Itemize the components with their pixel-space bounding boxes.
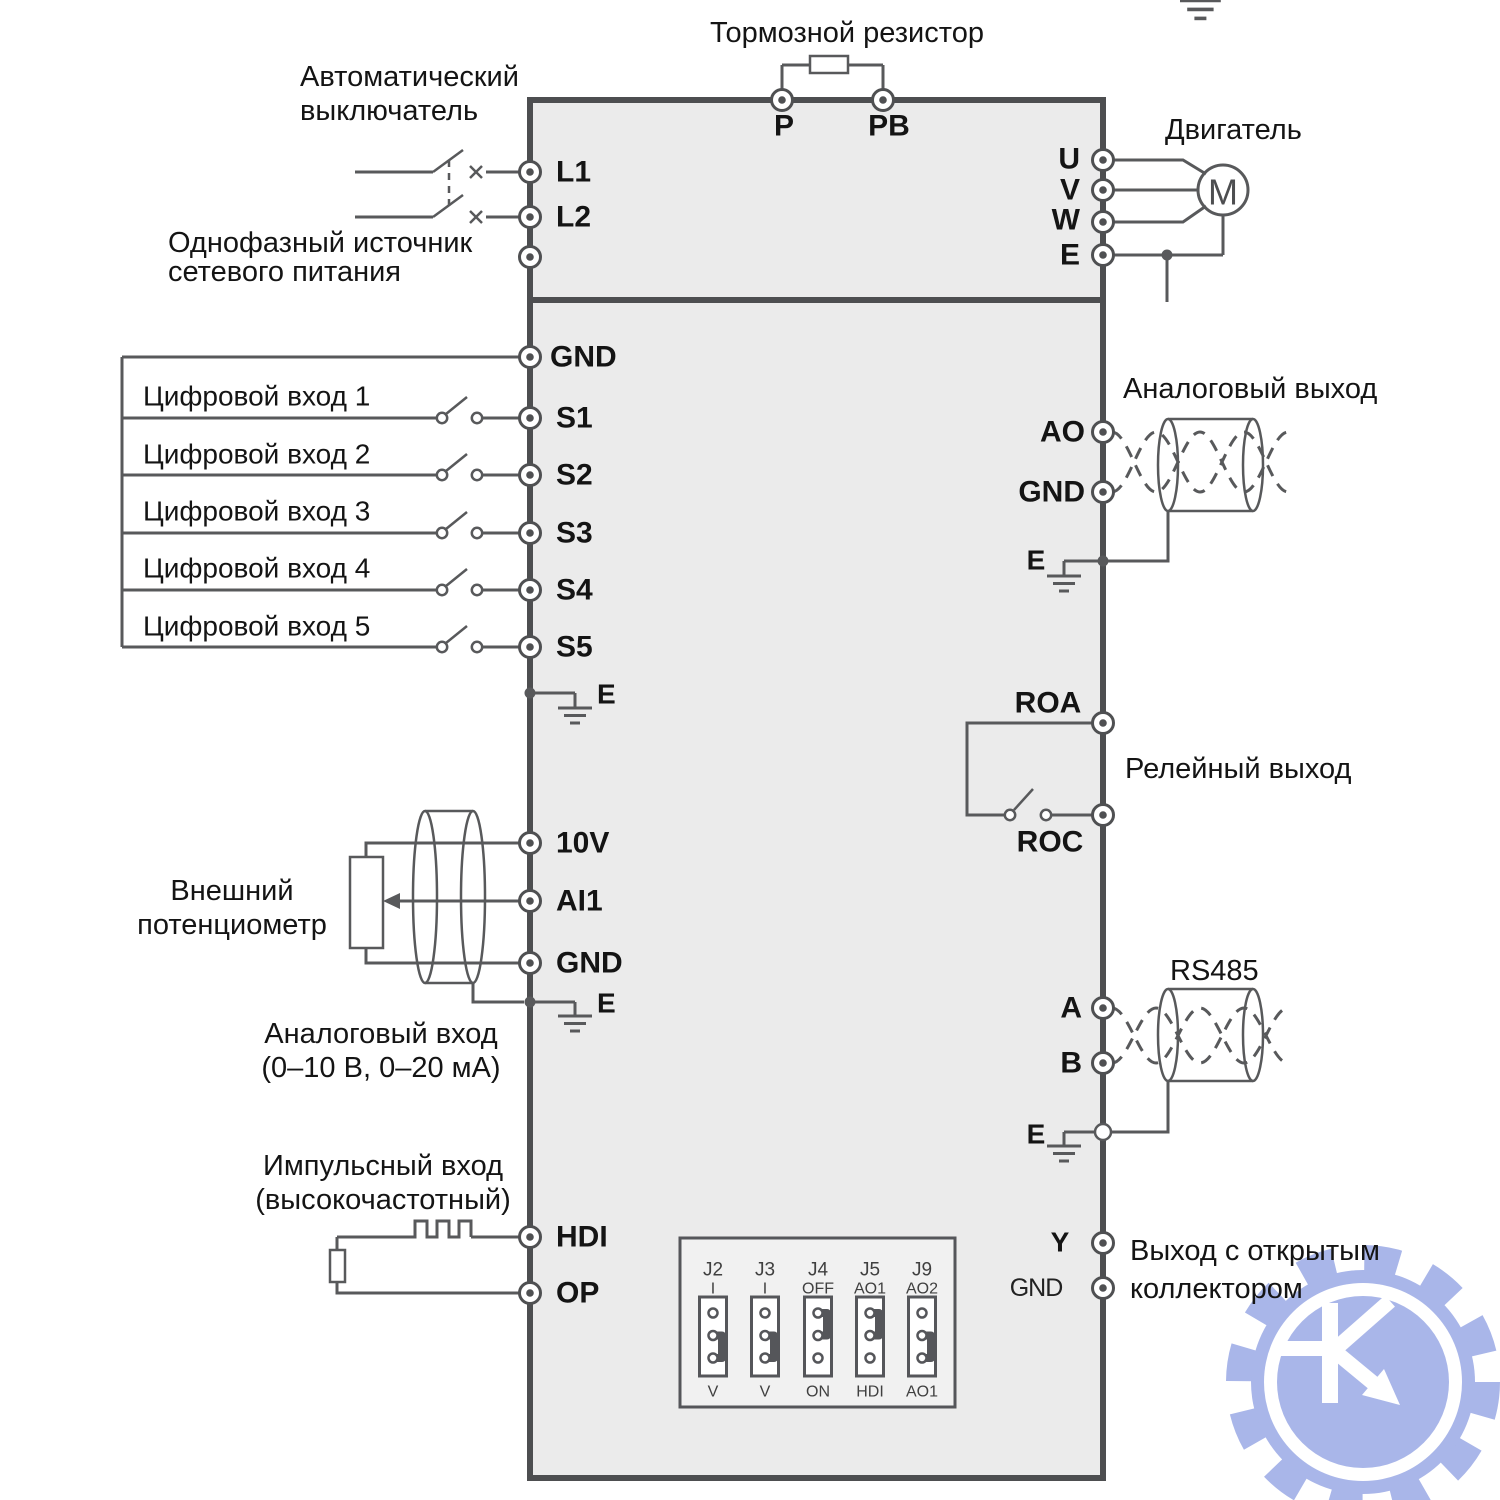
terminal-s2 bbox=[520, 465, 541, 486]
terminal-b bbox=[1093, 1053, 1114, 1074]
pulse-input-label-line1: Импульсный вход bbox=[263, 1150, 503, 1182]
terminal-s3 bbox=[520, 523, 541, 544]
jumper-j4-top-label: OFF bbox=[802, 1280, 834, 1298]
open-collector-label-line2: коллектором bbox=[1130, 1273, 1303, 1305]
circuit-breaker-wiring bbox=[355, 150, 521, 223]
jumper-j5-top-label: AO1 bbox=[853, 1280, 887, 1298]
analog-in-ground-label: E bbox=[597, 987, 616, 1019]
terminal-s3-label: S3 bbox=[556, 516, 593, 550]
breaker-label-line1: Автоматический bbox=[300, 61, 519, 93]
terminal-roc bbox=[1093, 805, 1114, 826]
terminal-s5-label: S5 bbox=[556, 630, 593, 664]
jumper-j9 bbox=[909, 1297, 936, 1376]
terminal-s2-label: S2 bbox=[556, 458, 593, 492]
terminal-op-label: OP bbox=[556, 1276, 600, 1310]
terminal-b-label: B bbox=[1060, 1046, 1082, 1080]
ao-ground-label: E bbox=[1026, 544, 1046, 576]
brake-resistor-label: Тормозной резистор bbox=[710, 17, 984, 49]
terminal-hdi-label: HDI bbox=[556, 1220, 608, 1254]
shield-cylinder-rs485 bbox=[1158, 989, 1263, 1081]
supply-label-line1: Однофазный источник bbox=[168, 227, 473, 259]
terminal-v bbox=[1093, 180, 1114, 201]
terminal-w bbox=[1093, 212, 1114, 233]
terminal-pb bbox=[873, 90, 894, 111]
terminal-10v bbox=[520, 833, 541, 854]
rs485-ground-junction bbox=[1095, 1124, 1111, 1140]
shield-cylinder-pot bbox=[413, 811, 485, 983]
digital-ground-label: E bbox=[597, 678, 616, 710]
terminal-e-motor bbox=[1093, 245, 1114, 266]
terminal-gnd-top bbox=[520, 347, 541, 368]
terminal-s1-label: S1 bbox=[556, 401, 593, 435]
wiper-arrow-icon bbox=[383, 893, 400, 909]
terminal-hdi bbox=[520, 1227, 541, 1248]
pulse-resistor-symbol bbox=[330, 1250, 345, 1282]
jumper-j3 bbox=[752, 1297, 779, 1376]
motor-ground-junction bbox=[1162, 250, 1173, 261]
terminal-roa-label: ROA bbox=[1014, 686, 1082, 720]
terminal-u-label: U bbox=[1058, 142, 1080, 176]
jumper-j2-name: J2 bbox=[702, 1259, 724, 1281]
terminal-y bbox=[1093, 1233, 1114, 1254]
terminal-l1-label: L1 bbox=[556, 155, 592, 189]
jumper-j5-name: J5 bbox=[859, 1259, 881, 1281]
jumper-j9-name: J9 bbox=[911, 1259, 933, 1281]
terminal-ai1-label: AI1 bbox=[556, 884, 603, 918]
digital-input-label-1: Цифровой вход 1 bbox=[143, 380, 371, 412]
terminal-gnd-analog-label: GND bbox=[556, 946, 623, 980]
digital-input-label-3: Цифровой вход 3 bbox=[143, 495, 371, 527]
jumper-j9-top-label: AO2 bbox=[905, 1280, 939, 1298]
motor-ground-icon bbox=[1180, 0, 1221, 18]
analog-in-ground-junction bbox=[525, 997, 536, 1008]
pulse-input-wiring bbox=[330, 1221, 520, 1293]
terminal-s4-label: S4 bbox=[556, 573, 593, 607]
jumper-j2-top-label: I bbox=[710, 1280, 716, 1298]
jumper-j2 bbox=[700, 1297, 727, 1376]
terminal-a-label: A bbox=[1060, 991, 1082, 1025]
brake-resistor-wiring bbox=[782, 56, 883, 100]
terminal-pb-label: PB bbox=[868, 109, 910, 143]
supply-label-line2: сетевого питания bbox=[168, 256, 401, 288]
terminal-gnd-ao-label: GND bbox=[1018, 475, 1085, 509]
jumper-j4-bottom-label: ON bbox=[806, 1383, 830, 1401]
terminal-v-label: V bbox=[1059, 173, 1080, 207]
terminal-l3-unused bbox=[520, 247, 541, 268]
terminal-p bbox=[772, 90, 793, 111]
pulse-input-label-line2: (высокочастотный) bbox=[255, 1184, 511, 1216]
jumper-j3-top-label: I bbox=[762, 1280, 768, 1298]
motor-label: Двигатель bbox=[1165, 114, 1302, 146]
terminal-u bbox=[1093, 150, 1114, 171]
terminal-l2-label: L2 bbox=[556, 200, 592, 234]
breaker-label-line2: выключатель bbox=[300, 95, 479, 127]
terminal-roa bbox=[1093, 713, 1114, 734]
potentiometer-label-line2: потенциометр bbox=[137, 909, 327, 941]
pulse-waveform-icon bbox=[408, 1221, 471, 1237]
jumper-j3-name: J3 bbox=[754, 1259, 776, 1281]
terminal-y-label: Y bbox=[1050, 1226, 1070, 1258]
motor-wiring bbox=[1113, 0, 1248, 302]
terminal-s5 bbox=[520, 637, 541, 658]
terminal-l1 bbox=[520, 162, 541, 183]
terminal-roc-label: ROC bbox=[1016, 825, 1084, 859]
analog-input-label-line2: (0–10 В, 0–20 мА) bbox=[261, 1052, 501, 1084]
terminal-s4 bbox=[520, 580, 541, 601]
terminal-gnd-y bbox=[1093, 1278, 1114, 1299]
terminal-gnd-y-label: GND bbox=[1009, 1274, 1063, 1302]
brake-resistor-symbol bbox=[810, 56, 848, 73]
terminal-s1 bbox=[520, 408, 541, 429]
terminal-ao-label: AO bbox=[1040, 415, 1085, 449]
terminal-ao bbox=[1093, 422, 1114, 443]
jumper-j4-name: J4 bbox=[807, 1259, 829, 1281]
jumper-j3-bottom-label: V bbox=[759, 1383, 771, 1401]
rs485-label: RS485 bbox=[1170, 955, 1259, 987]
open-collector-label-line1: Выход с открытым bbox=[1130, 1235, 1380, 1267]
terminal-gnd-analog bbox=[520, 953, 541, 974]
terminal-gnd-ao bbox=[1093, 482, 1114, 503]
terminal-e-motor-label: E bbox=[1059, 238, 1080, 272]
terminal-gnd-top-label: GND bbox=[550, 340, 617, 374]
terminal-a bbox=[1093, 998, 1114, 1019]
terminal-p-label: P bbox=[773, 109, 795, 143]
analog-output-label: Аналоговый выход bbox=[1123, 373, 1378, 405]
digital-input-label-2: Цифровой вход 2 bbox=[143, 438, 371, 470]
digital-ground-junction bbox=[525, 688, 536, 699]
digital-input-label-5: Цифровой вход 5 bbox=[143, 610, 371, 642]
jumper-j5-bottom-label: HDI bbox=[856, 1383, 884, 1401]
jumper-j2-bottom-label: V bbox=[707, 1383, 719, 1401]
terminal-l2 bbox=[520, 207, 541, 228]
ao-ground-junction bbox=[1098, 556, 1109, 567]
jumper-j4 bbox=[805, 1297, 832, 1376]
terminal-w-label: W bbox=[1051, 203, 1080, 237]
terminal-ai1 bbox=[520, 891, 541, 912]
potentiometer-symbol bbox=[350, 857, 383, 948]
terminal-10v-label: 10V bbox=[556, 826, 610, 860]
jumper-j5 bbox=[857, 1297, 884, 1376]
digital-input-label-4: Цифровой вход 4 bbox=[143, 552, 371, 584]
terminal-op bbox=[520, 1283, 541, 1304]
rs485-ground-label: E bbox=[1026, 1118, 1046, 1150]
motor-letter: M bbox=[1208, 171, 1238, 213]
potentiometer-label-line1: Внешний bbox=[170, 875, 294, 907]
analog-input-label-line1: Аналоговый вход bbox=[264, 1018, 498, 1050]
jumper-j9-bottom-label: AO1 bbox=[905, 1383, 939, 1401]
relay-output-label: Релейный выход bbox=[1125, 753, 1352, 785]
